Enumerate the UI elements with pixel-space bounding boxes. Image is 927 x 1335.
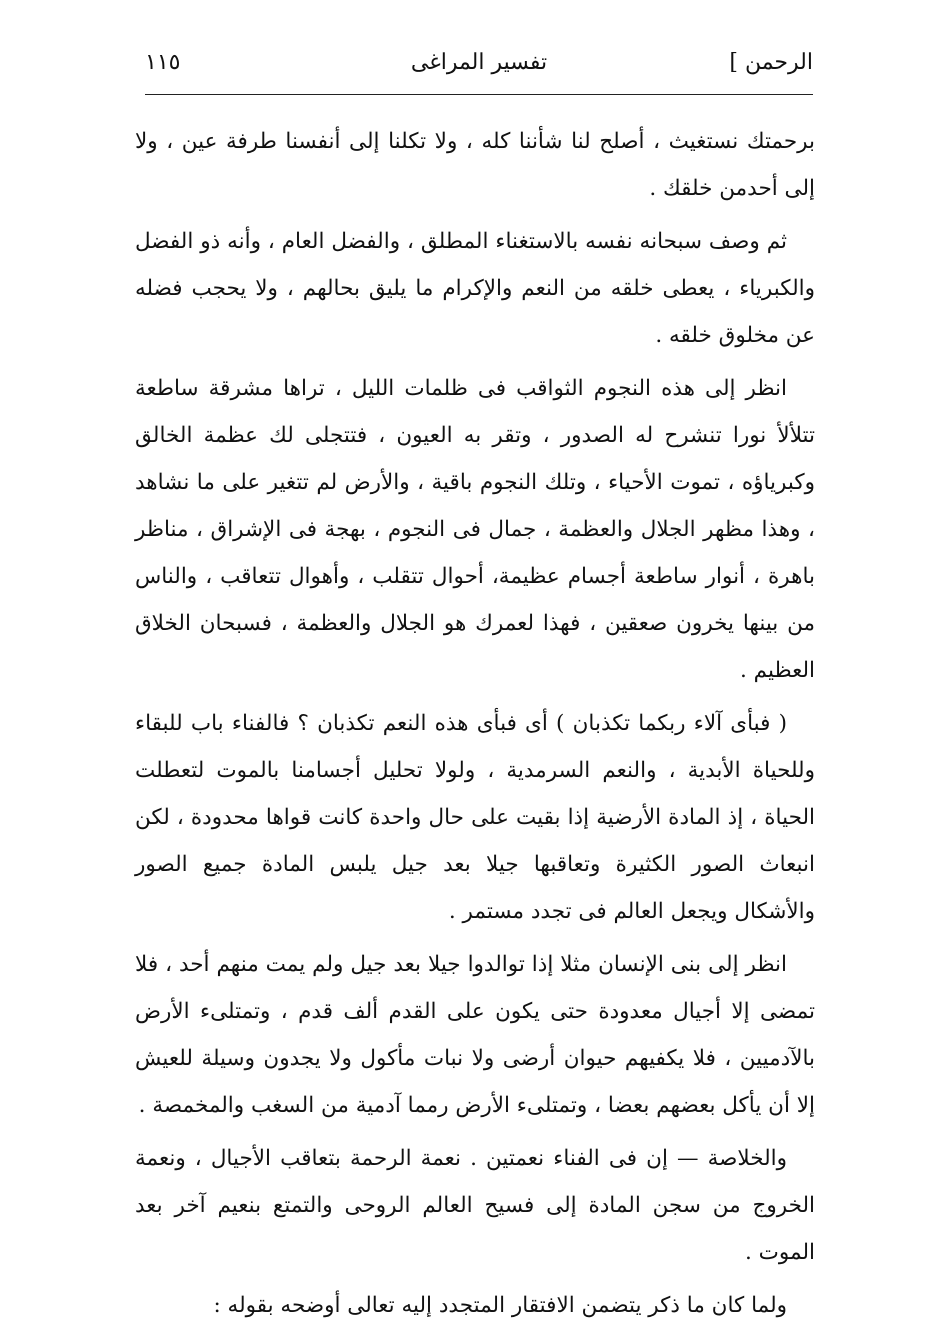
surah-name: الرحمن ] (729, 50, 813, 75)
paragraph-5: انظر إلى بنى الإنسان مثلا إذا توالدوا جيلا بعد جيل ولم يمت منهم أحد ، فلا تمضى إلا أجيال معدودة حتى يكون على القدم ألف قدم ، وتمتلىء الأرض بالآدميين ، فلا يكفيهم حيوان أرضى ولا نبات مأكول ولا يجدون وسيلة للعيش إلا أن يأكل بعضهم بعضا ، وتمتلىء الأرض رمما آدمية من السغب والمخمصة . (135, 952, 815, 1118)
header-divider (145, 94, 813, 95)
body-text (135, 118, 815, 1335)
paragraph-4: ( فبأى آلاء ربكما تكذبان ) أى فبأى هذه النعم تكذبان ؟ فالفناء باب للبقاء وللحياة الأبدية ، والنعم السرمدية ، ولولا تحليل أجسامنا بالموت لتعطلت الحياة ، إذ المادة الأرضية إذا بقيت على حال واحدة كانت قواها محدودة ، لكن انبعاث الصور الكثيرة وتعاقبها جيلا بعد جيل يلبس المادة جميع الصور والأشكال ويجعل العالم فى تجدد مستمر . (135, 711, 815, 924)
paragraph-1: برحمتك نستغيث ، أصلح لنا شأننا كله ، ولا تكلنا إلى أنفسنا طرفة عين ، ولا إلى أحدمن خلقك . (135, 129, 815, 201)
paragraph-7: ولما كان ما ذكر يتضمن الافتقار المتجدد إليه تعالى أوضحه بقوله : (213, 1293, 787, 1318)
page-header (145, 48, 813, 92)
book-title: تفسير المراغى (410, 50, 548, 75)
paragraph-2: ثم وصف سبحانه نفسه بالاستغناء المطلق ، والفضل العام ، وأنه ذو الفضل والكبرياء ، يعطى خلقه من النعم والإكرام ما يليق بحالهم ، ولا يحجب فضله عن مخلوق خلقه . (135, 229, 815, 348)
page-number: ١١٥ (145, 50, 181, 75)
paragraph-3: انظر إلى هذه النجوم الثواقب فى ظلمات الليل ، تراها مشرقة ساطعة تتلألأ نورا تنشرح له الصدور ، وتقر به العيون ، فتتجلى لك عظمة الخالق وكبرياؤه ، تموت الأحياء ، وتلك النجوم باقية ، والأرض لم تتغير على ما نشاهد ، وهذا مظهر الجلال والعظمة ، جمال فى النجوم ، بهجة فى الإشراق ، مناظر باهرة ، أنوار ساطعة أجسام عظيمة، أحوال تتقلب ، وأهوال تتعاقب ، والناس من بينها يخرون صعقين ، فهذا لعمرك هو الجلال والعظمة ، فسبحان الخلاق العظيم . (135, 376, 815, 683)
paragraph-6: والخلاصة — إن فى الفناء نعمتين . نعمة الرحمة بتعاقب الأجيال ، ونعمة الخروج من سجن المادة إلى فسيح العالم الروحى والتمتع بنعيم آخر بعد الموت . (135, 1146, 815, 1265)
